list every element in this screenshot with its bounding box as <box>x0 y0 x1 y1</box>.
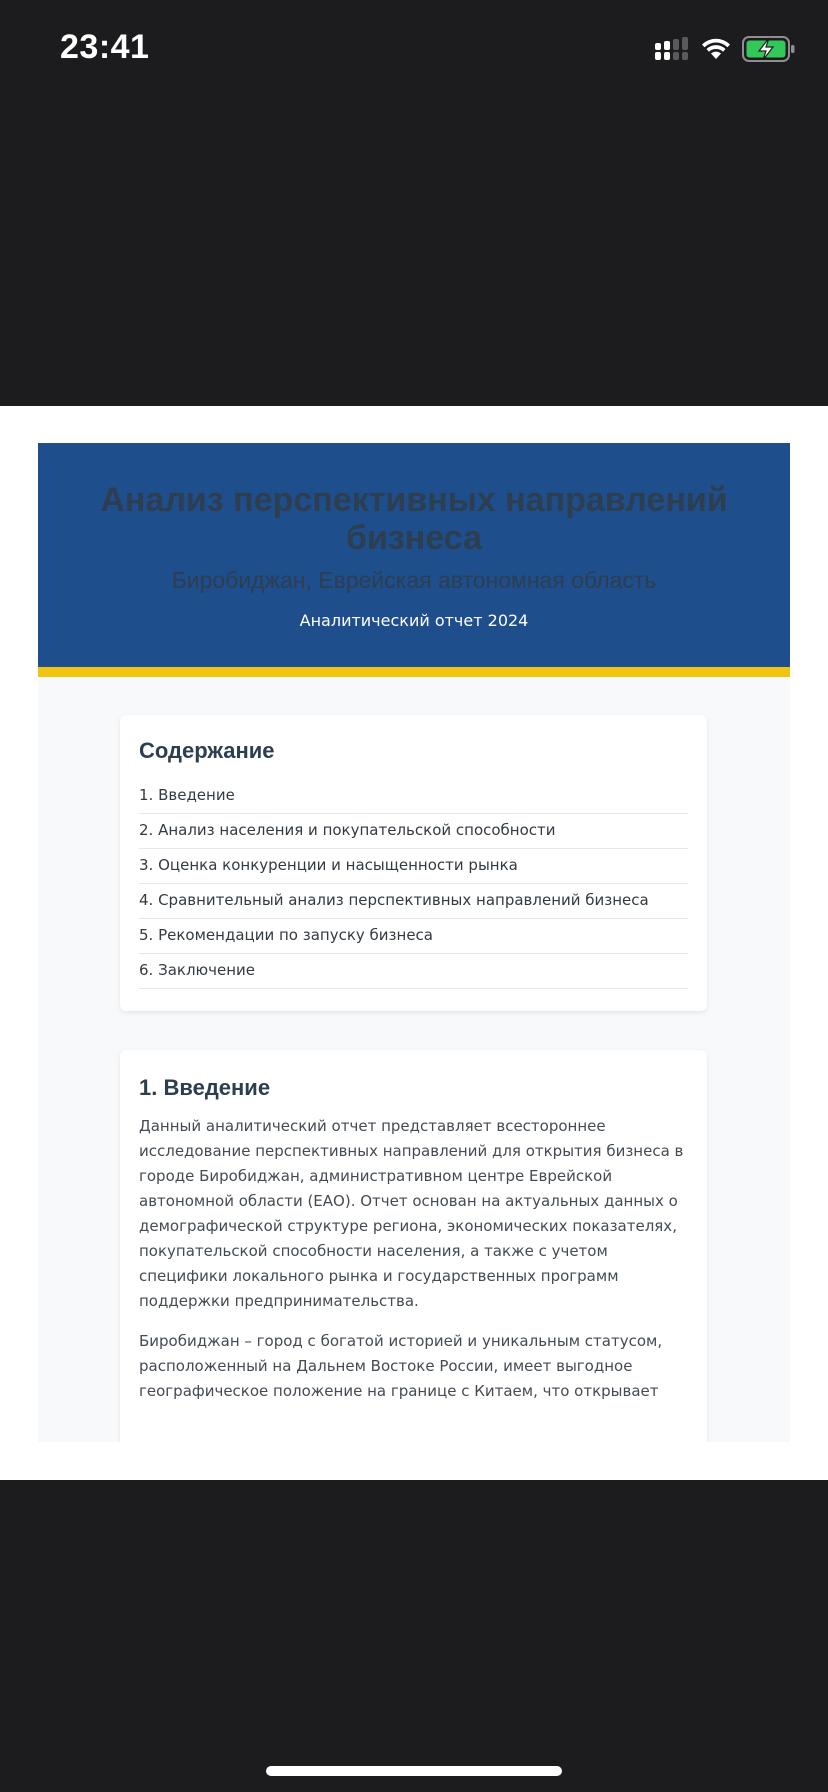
report-header <box>38 443 790 667</box>
toc-link[interactable]: 1. Введение <box>139 786 235 804</box>
toc-link[interactable]: 6. Заключение <box>139 961 256 979</box>
toc-link[interactable]: 3. Оценка конкуренции и насыщенности рынка <box>139 856 518 874</box>
report-subtitle: Биробиджан, Еврейская автономная область <box>171 567 657 593</box>
report-meta: Аналитический отчет 2024 <box>299 611 529 630</box>
toc-link[interactable]: 2. Анализ населения и покупательской способности <box>139 821 556 839</box>
intro-paragraph: Данный аналитический отчет представляет всестороннее исследование перспективных направлений для открытия бизнеса в городе Биробиджан, административном центре Еврейской автономной области (ЕАО). Отчет основан на актуальных данных о демографической структуре региона, экономических показателях, покупательской способности населения, а также с учетом специфики локального рынка и государственных программ поддержки предпринимательства. <box>139 1117 684 1310</box>
status-icons <box>654 36 796 67</box>
toc-list <box>139 779 688 989</box>
report-title: Анализ перспективных направлений бизнеса <box>100 481 728 557</box>
wifi-icon <box>700 37 732 66</box>
status-bar <box>0 0 828 100</box>
toc-item-conclusion[interactable] <box>139 954 688 989</box>
toc-title: Содержание <box>139 738 275 763</box>
cellular-signal-icon <box>654 37 690 66</box>
toc-item-introduction[interactable] <box>139 779 688 814</box>
toc-item-comparative-analysis[interactable] <box>139 884 688 919</box>
battery-charging-icon <box>742 36 796 67</box>
intro-paragraph: Биробиджан – город с богатой историей и уникальным статусом, расположенный на Дальнем Востоке России, имеет выгодное географическое положение на границе с Китаем, что открывает <box>139 1332 663 1400</box>
section-title: 1. Введение <box>139 1075 271 1100</box>
toc-link[interactable]: 4. Сравнительный анализ перспективных направлений бизнеса <box>139 891 649 909</box>
toc-item-population-analysis[interactable] <box>139 814 688 849</box>
toc-link[interactable]: 5. Рекомендации по запуску бизнеса <box>139 926 433 944</box>
table-of-contents <box>120 715 707 1011</box>
header-accent-bar <box>38 667 790 677</box>
home-indicator[interactable] <box>266 1766 562 1776</box>
status-time: 23:41 <box>60 28 150 66</box>
introduction-section <box>120 1050 707 1442</box>
report-document <box>38 443 790 1442</box>
web-viewport[interactable] <box>0 406 828 1480</box>
toc-item-competition-assessment[interactable] <box>139 849 688 884</box>
toc-item-recommendations[interactable] <box>139 919 688 954</box>
